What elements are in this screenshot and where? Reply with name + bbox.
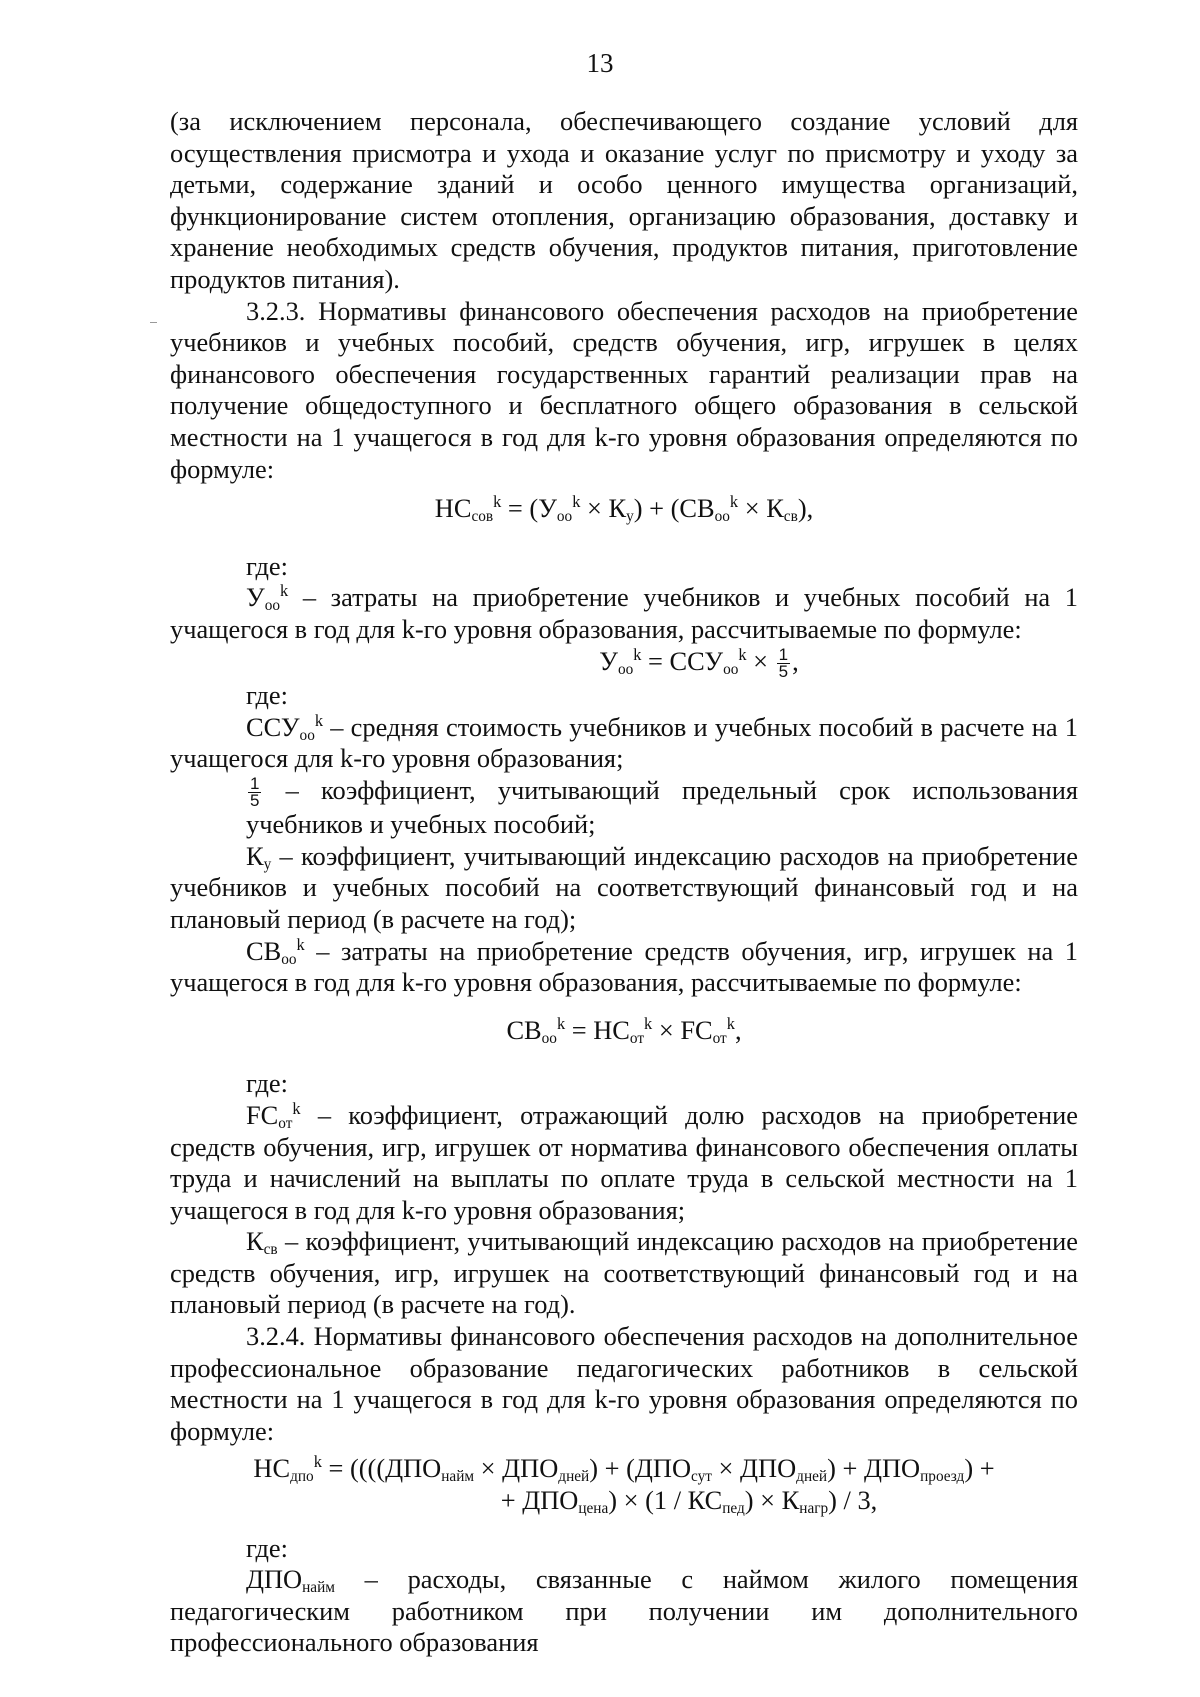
where-label-2: где: xyxy=(246,679,288,710)
definition-fraction: $\frac{1}{5}$ – коэффициент, учитывающий предельный срок использования учебников и учебных пособий; xyxy=(246,774,1078,840)
fraction-one-fifth-def: $\frac{1}{5}$ xyxy=(250,774,260,811)
definition-uoo: $У_{оо}^k$ – затраты на приобретение учебников и учебных пособий на 1 учащегося в год для k-го уровня образования, рассчитываемые по формуле: xyxy=(170,581,1078,644)
formula-ns-sov: $НС_{сов}^k = (У_{оо}^k \times К_у) + (СВ_{оо}^k \times К_{св})$, xyxy=(434,492,814,525)
formula-uoo: $У_{оо}^k = ССУ_{оо}^k$ × $\frac{1}{5}$ , xyxy=(599,644,799,681)
paragraph-1: (за исключением персонала, обеспечивающего создание условий для осуществления присмотра и ухода и оказание услуг по присмотру и уходу за детьми, содержание зданий и особо ценного имущества организаций, функционирование систем отопления, организацию образования, доставку и хранение необходимых средств обучения, продуктов питания, приготовление продуктов питания). xyxy=(170,106,1078,294)
definition-dponaim: $ДПО_{найм}$ – расходы, связанные с наймом жилого помещения педагогическим работником при получении им дополнительного профессионального образования xyxy=(170,1564,1078,1658)
definition-ku: $К_у$ – коэффициент, учитывающий индексацию расходов на приобретение учебников и учебных пособий на соответствующий финансовый год и на плановый период (в расчете на год); xyxy=(170,840,1078,934)
formula-ns-dpo-line-2: + $ДПО_{цена}) \times (1 / КС_{пед}) \times К_{нагр}) / 3$, xyxy=(500,1485,878,1517)
definition-ssuoo: $ССУ_{оо}^k$ – средняя стоимость учебников и учебных пособий в расчете на 1 учащегося для k-го уровня образования; xyxy=(170,710,1078,774)
formula-ns-dpo-line-1: $НС_{дпо}^k = ((((ДПО_{найм} \times ДПО_{дней}) + (ДПО_{сут} \times ДПО_{дней}) + ДПО_{проезд})$ + xyxy=(253,1452,995,1486)
definition-fsot: $FС_{от}^k$ – коэффициент, отражающий долю расходов на приобретение средств обучения, игр, игрушек от норматива финансового обеспечения оплаты труда и начислений на выплаты по оплате труда в сельской местности на 1 учащегося в год для k-го уровня образования; xyxy=(170,1099,1078,1225)
where-label-4: где: xyxy=(246,1532,288,1563)
margin-mark xyxy=(150,322,157,323)
formula-svoo: $СВ_{оо}^k = НС_{от}^k \times FС_{от}^k$, xyxy=(506,1013,742,1047)
document-body xyxy=(170,106,1078,1659)
definition-svoo: $СВ_{оо}^k$ – затраты на приобретение средств обучения, игр, игрушек на 1 учащегося в год для k-го уровня образования, рассчитываемые по формуле: xyxy=(170,934,1078,998)
where-label-3: где: xyxy=(246,1068,288,1099)
where-label-1: где: xyxy=(246,550,288,581)
definition-ksv: $К_{св}$ – коэффициент, учитывающий индексацию расходов на приобретение средств обучения, игр, игрушек на соответствующий финансовый год и на плановый период (в расчете на год). xyxy=(170,1226,1078,1320)
paragraph-3-2-4: 3.2.4. Нормативы финансового обеспечения расходов на дополнительное профессиональное образование педагогических работников в сельской местности на 1 учащегося в год для k-го уровня образования определяются по формуле: xyxy=(170,1321,1078,1446)
paragraph-3-2-3: 3.2.3. Нормативы финансового обеспечения расходов на приобретение учебников и учебных пособий, средств обучения, игр, игрушек в целях финансового обеспечения государственных гарантий реализации прав на получение общедоступного и бесплатного общего образования в сельской местности на 1 учащегося в год для k-го уровня образования определяются по формуле: xyxy=(170,295,1078,484)
page-number: 13 xyxy=(586,48,614,78)
fraction-one-fifth: $\frac{1}{5}$ xyxy=(778,644,789,681)
